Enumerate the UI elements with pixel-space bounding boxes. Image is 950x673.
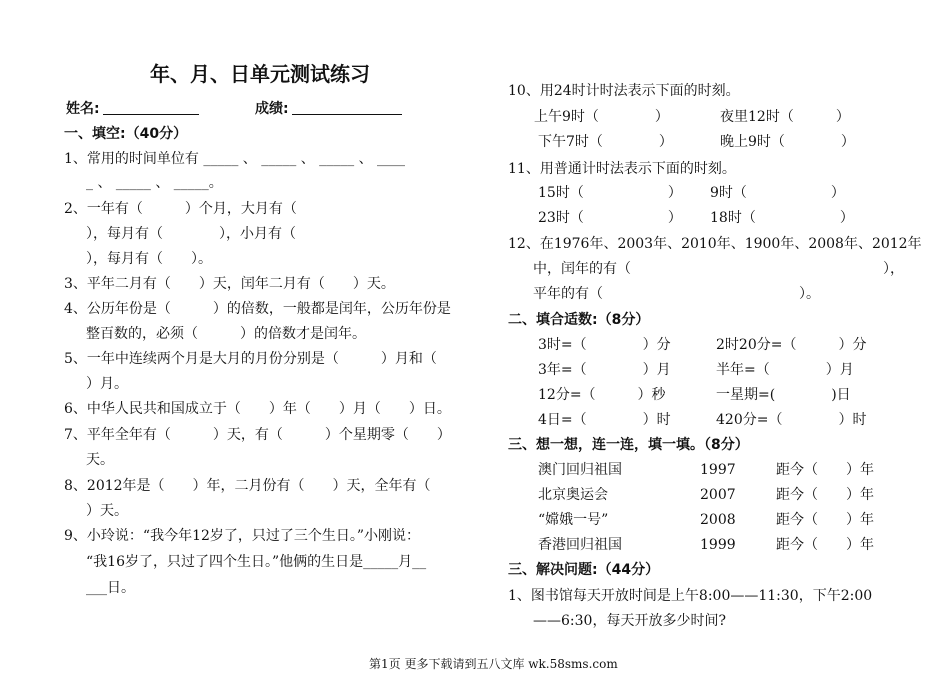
question-1-line-2: _ 、 _____ 、 _____。 [86,175,223,191]
problem-1-line-2: ——6:30，每天开放多少时间? [533,613,726,629]
q11-row-2-left: 23时（ ） [538,210,682,226]
question-5-line-1: 5、一年中连续两个月是大月的月份分别是（ ）月和（ [64,351,437,367]
question-2-line-2: ），每月有（ ），小月有（ [86,226,296,242]
question-2-line-1: 2、一年有（ ）个月，大月有（ [64,201,297,217]
question-12-line-2: 中，闰年的有（ ）， [533,261,904,277]
question-10: 10、用24时计时法表示下面的时刻。 [508,83,740,99]
match-row-1-year: 1997 [700,462,736,478]
page-footer: 第1页 更多下载请到五八文库 wk.58sms.com [369,657,618,671]
fill-row-2-left: 3年=（ ）月 [538,362,671,378]
fill-row-1-right: 2时20分=（ ）分 [716,337,867,353]
question-12-line-1: 12、在1976年、2003年、2010年、1900年、2008年、2012年 [508,236,922,252]
match-row-3-year: 2008 [700,512,736,528]
q10-row-2-right: 晚上9时（ ） [720,134,855,150]
name-field[interactable] [103,100,199,115]
fill-row-3-right: 一星期=( )日 [716,387,851,403]
question-3: 3、平年二月有（ ）天，闰年二月有（ ）天。 [64,276,395,292]
question-4-line-1: 4、公历年份是（ ）的倍数，一般都是闰年，公历年份是 [64,301,451,317]
question-9-line-1: 9、小玲说：“我今年12岁了，只过了三个生日。”小刚说： [64,528,421,544]
section-1-heading: 一、填空:（40分） [64,126,188,142]
question-8-line-1: 8、2012年是（ ）年，二月份有（ ）天，全年有（ [64,478,431,494]
fill-row-3-left: 12分=（ ）秒 [538,387,666,403]
question-12-line-3: 平年的有（ ）。 [533,286,820,302]
match-row-1-since: 距今（ ）年 [776,462,874,478]
section-2-heading: 二、填合适数:（8分） [508,312,650,328]
question-11: 11、用普通计时法表示下面的时刻。 [508,161,736,177]
section-3-heading: 三、想一想，连一连，填一填。（8分） [508,437,749,453]
score-label: 成绩: [255,101,289,117]
q10-row-1-right: 夜里12时（ ） [720,109,850,125]
q10-row-1-left: 上午9时（ ） [534,109,669,125]
question-9-line-2: “我16岁了，只过了四个生日。”他俩的生日是_____月__ [86,554,427,570]
score-field[interactable] [292,100,402,115]
q10-row-2-left: 下午7时（ ） [538,134,673,150]
question-5-line-2: ）月。 [86,376,128,392]
match-row-3-event: “嫦娥一号” [538,512,609,528]
question-1-line-1: 1、常用的时间单位有 _____ 、 _____ 、 _____ 、 ____ [64,151,406,167]
page-title: 年、月、日单元测试练习 [150,62,370,86]
fill-row-4-right: 420分=（ ）时 [716,412,867,428]
q11-row-1-left: 15时（ ） [538,185,682,201]
question-7-line-1: 7、平年全年有（ ）天，有（ ）个星期零（ ） [64,427,451,443]
q11-row-1-right: 9时（ ） [710,185,845,201]
section-4-heading: 三、解决问题:（44分） [508,562,660,578]
match-row-2-event: 北京奥运会 [538,487,608,503]
question-9-line-3: ___日。 [86,580,135,596]
fill-row-2-right: 半年=（ ）月 [716,362,854,378]
question-6: 6、中华人民共和国成立于（ ）年（ ）月（ ）日。 [64,401,451,417]
problem-1-line-1: 1、图书馆每天开放时间是上午8:00——11:30，下午2:00 [508,588,873,604]
question-2-line-3: ），每月有（ ）。 [86,251,212,267]
match-row-4-since: 距今（ ）年 [776,537,874,553]
fill-row-1-left: 3时=（ ）分 [538,337,671,353]
match-row-2-since: 距今（ ）年 [776,487,874,503]
question-8-line-2: ）天。 [86,503,128,519]
question-7-line-2: 天。 [86,452,114,468]
match-row-1-event: 澳门回归祖国 [538,462,622,478]
match-row-4-year: 1999 [700,537,736,553]
question-4-line-2: 整百数的，必须（ ）的倍数才是闰年。 [86,326,366,342]
match-row-3-since: 距今（ ）年 [776,512,874,528]
q11-row-2-right: 18时（ ） [710,210,854,226]
name-label: 姓名: [66,101,100,117]
match-row-2-year: 2007 [700,487,736,503]
match-row-4-event: 香港回归祖国 [538,537,622,553]
fill-row-4-left: 4日=（ ）时 [538,412,671,428]
